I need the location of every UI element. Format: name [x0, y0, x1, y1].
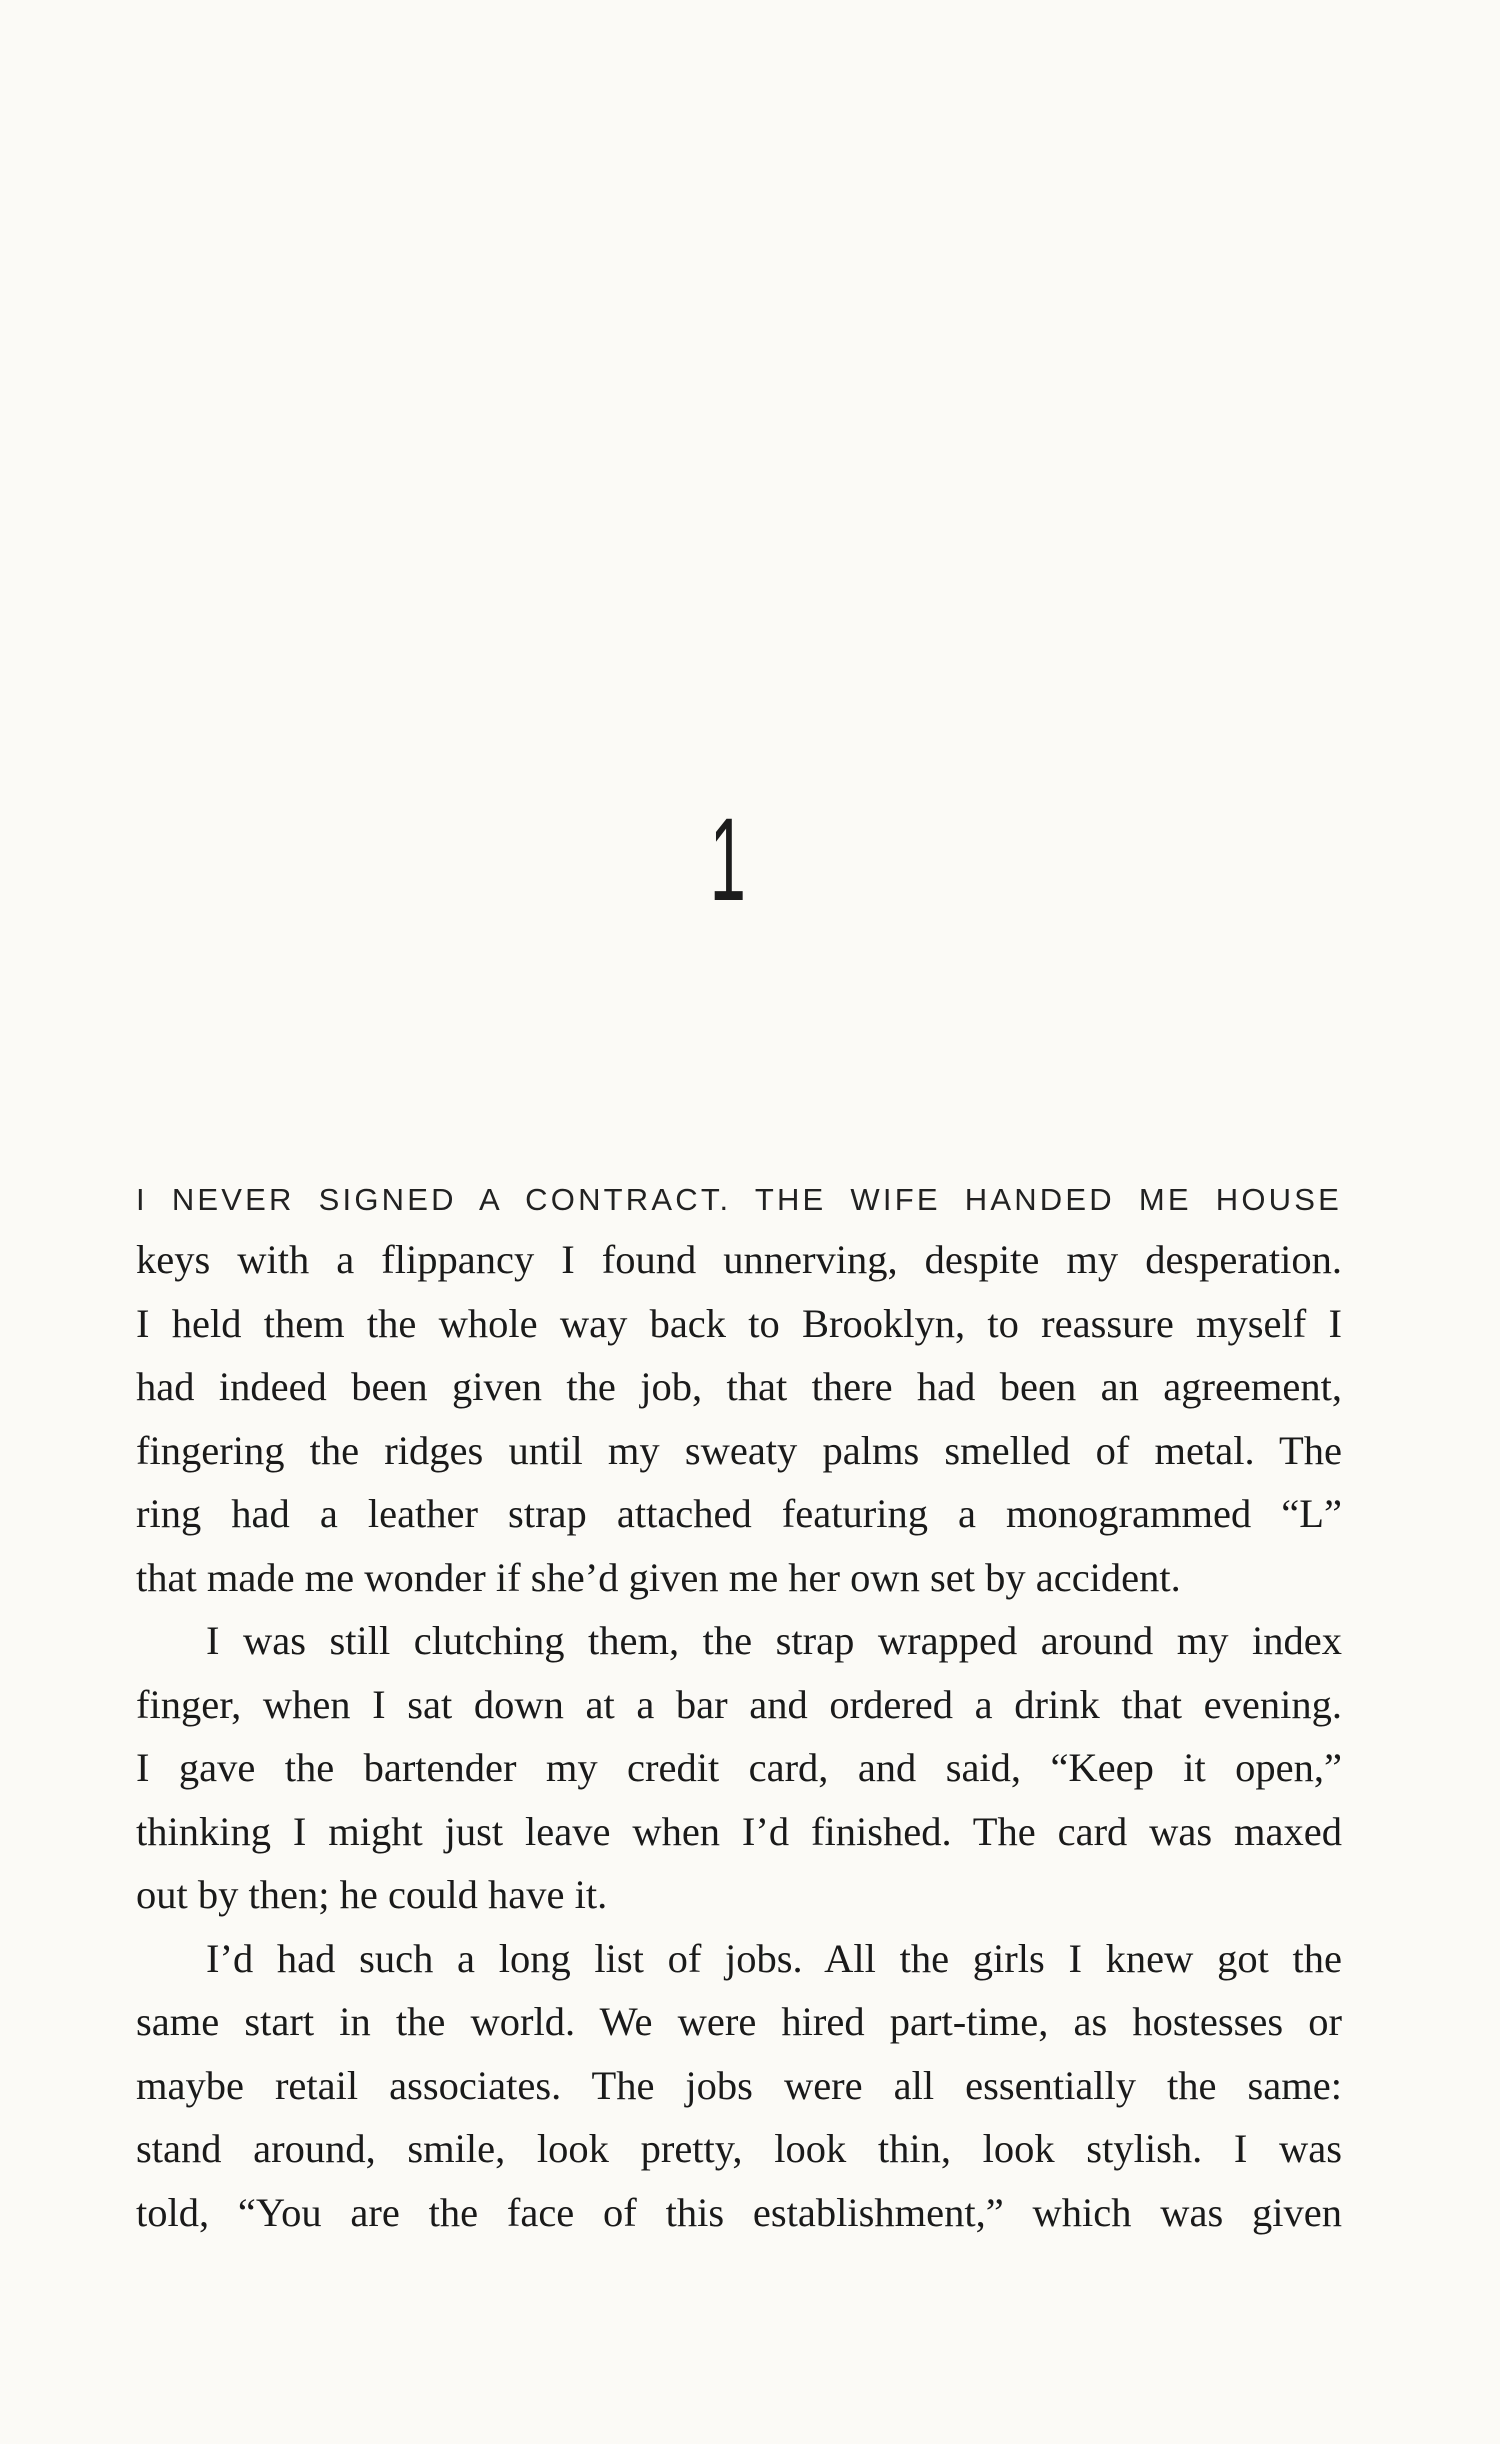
chapter-number-text: 1 [709, 794, 747, 926]
body-line: finger, when I sat down at a bar and ordered a drink that evening. [136, 1681, 1342, 1727]
body-line: keys with a flippancy I found unnerving, despite my desperation. [136, 1237, 1342, 1282]
body-line: thinking I might just leave when I’d finished. The card was maxed [136, 1808, 1342, 1854]
body-line: I held them the whole way back to Brooklyn, to reassure myself I [136, 1300, 1342, 1346]
chapter-body [136, 1172, 1342, 2244]
opening-line-small-caps: I NEVER SIGNED A CONTRACT. THE WIFE HANDED ME HOUSE [136, 1182, 1342, 1217]
paragraph-start-line: I’d had such a long list of jobs. All the girls I knew got the [206, 1935, 1342, 1981]
chapter-number [0, 795, 1456, 925]
body-line: that made me wonder if she’d given me her own set by accident. [136, 1554, 1181, 1600]
body-line: same start in the world. We were hired part-time, as hostesses or [136, 1999, 1342, 2044]
body-line: out by then; he could have it. [136, 1872, 608, 1917]
body-line: I gave the bartender my credit card, and said, “Keep it open,” [136, 1745, 1342, 1790]
body-line: fingering the ridges until my sweaty palms smelled of metal. The [136, 1427, 1342, 1473]
body-line: had indeed been given the job, that there had been an agreement, [136, 1364, 1342, 1409]
paragraph-start-line: I was still clutching them, the strap wrapped around my index [206, 1618, 1342, 1663]
body-line: ring had a leather strap attached featuring a monogrammed “L” [136, 1491, 1342, 1536]
body-line: maybe retail associates. The jobs were all essentially the same: [136, 2062, 1342, 2108]
body-line: stand around, smile, look pretty, look thin, look stylish. I was [136, 2126, 1342, 2171]
body-line: told, “You are the face of this establishment,” which was given [136, 2189, 1342, 2235]
